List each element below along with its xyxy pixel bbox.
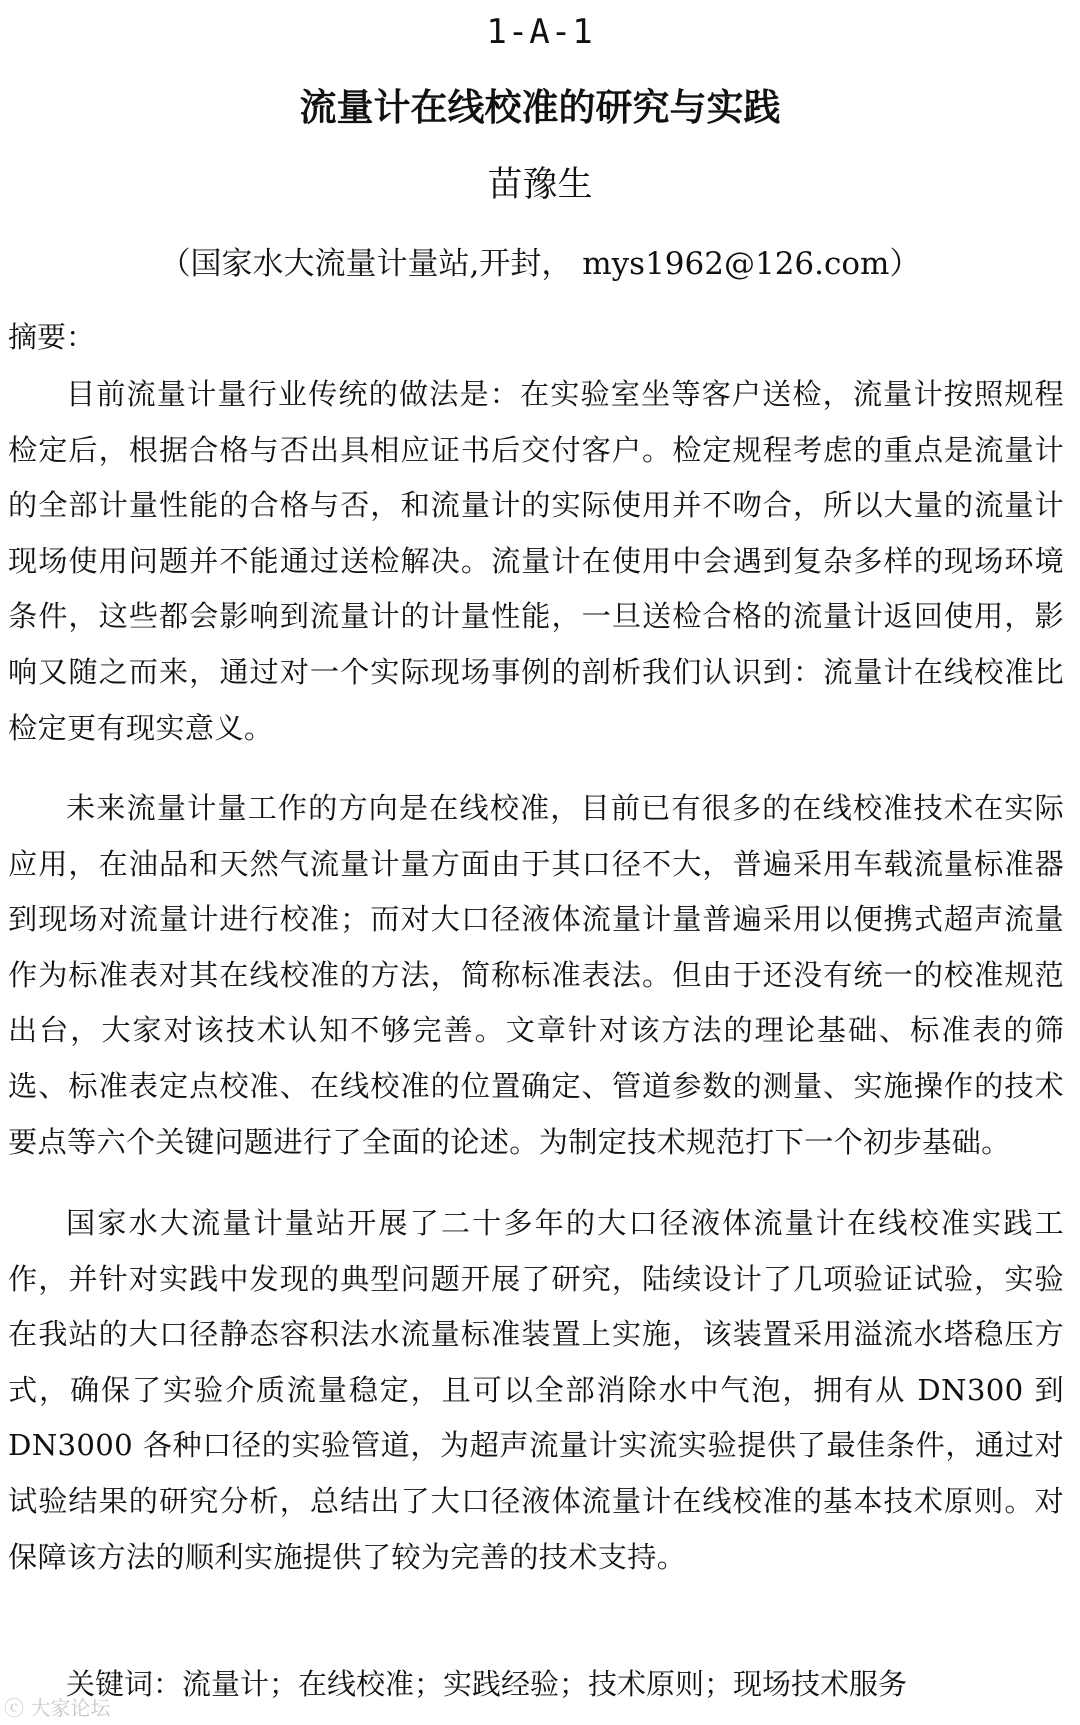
abstract-paragraph-3: 国家水大流量计量站开展了二十多年的大口径液体流量计在线校准实践工作，并针对实践中发现的典型问题开展了研究，陆续设计了几项验证试验，实验在我站的大口径静态容积法水流量标准装置上实施，该装置采用溢流水塔稳压方式，确保了实验介质流量稳定，且可以全部消除水中气泡，拥有从 DN300 到 DN3000 各种口径的实验管道，为超声流量计实流实验提供了最佳条件，通过对试验结果的研究分析，总结出了大口径液体流量计在线校准的基本技术原则。对保障该方法的顺利实施提供了较为完善的技术支持。 xyxy=(8,1206,1064,1574)
paper-title: 流量计在线校准的研究与实践 xyxy=(299,86,781,129)
abstract-paragraph-1: 目前流量计量行业传统的做法是：在实验室坐等客户送检，流量计按照规程检定后，根据合格与否出具相应证书后交付客户。检定规程考虑的重点是流量计的全部计量性能的合格与否，和流量计的实际使用并不吻合，所以大量的流量计现场使用问题并不能通过送检解决。流量计在使用中会遇到复杂多样的现场环境条件，这些都会影响到流量计的计量性能，一旦送检合格的流量计返回使用，影响又随之而来，通过对一个实际现场事例的剖析我们认识到：流量计在线校准比检定更有现实意义。 xyxy=(8,377,1064,745)
keywords-line: 关键词：流量计；在线校准；实践经验；技术原则；现场技术服务 xyxy=(66,1667,908,1701)
abstract-paragraph-2: 未来流量计量工作的方向是在线校准，目前已有很多的在线校准技术在实际应用，在油品和天然气流量计量方面由于其口径不大，普遍采用车载流量标准器到现场对流量计进行校准；而对大口径液体流量计量普遍采用以便携式超声流量作为标准表对其在线校准的方法，简称标准表法。但由于还没有统一的校准规范出台，大家对该技术认知不够完善。文章针对该方法的理论基础、标准表的筛选、标准表定点校准、在线校准的位置确定、管道参数的测量、实施操作的技术要点等六个关键问题进行了全面的论述。为制定技术规范打下一个初步基础。 xyxy=(8,791,1064,1159)
forum-watermark: ⓒ 大家论坛 xyxy=(4,1696,111,1720)
paper-code: 1-A-1 xyxy=(486,12,594,52)
abstract-label: 摘要： xyxy=(8,320,96,354)
author-name: 苗豫生 xyxy=(487,165,593,205)
author-affiliation: （国家水大流量计量站,开封， mys1962@126.com） xyxy=(159,246,921,282)
